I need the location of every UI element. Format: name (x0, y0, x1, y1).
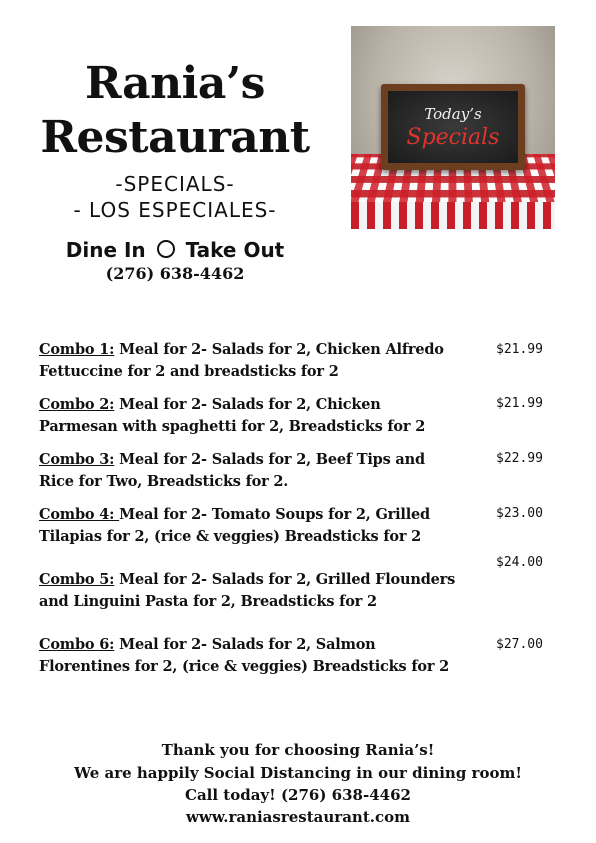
combo-price: $21.99 (496, 396, 543, 411)
combo-name: Combo 3: (39, 451, 115, 468)
chalkboard (381, 84, 525, 170)
combo-desc-line1: Meal for 2- Salads for 2, Beef Tips and (114, 451, 425, 468)
restaurant-name-line1: Rania’s (85, 58, 265, 109)
combo-item (39, 449, 479, 493)
combo-desc-line2: Florentines for 2, (rice & veggies) Breadsticks for 2 (39, 658, 450, 675)
combo-desc-line2: Tilapias for 2, (rice & veggies) Breadsticks for 2 (39, 528, 422, 545)
combo-desc-line1: Meal for 2- Salads for 2, Salmon (114, 636, 376, 653)
footer-call: Call today! (276) 638-4462 (185, 786, 411, 804)
chalk-today-text: Today’s (424, 105, 482, 123)
combo-name: Combo 4: (39, 506, 120, 523)
chalkboard-slate (388, 91, 518, 163)
combo-name: Combo 2: (39, 396, 115, 413)
combo-desc-line2: Fettuccine for 2 and breadsticks for 2 (39, 363, 339, 380)
phone-number: (276) 638-4462 (105, 264, 245, 283)
combo-desc-line2: and Linguini Pasta for 2, Breadsticks for 2 (39, 593, 377, 610)
combo-price: $27.00 (496, 637, 543, 652)
combo-price: $23.00 (496, 506, 543, 521)
combo-name: Combo 6: (39, 636, 115, 653)
combo-name: Combo 5: (39, 571, 115, 588)
footer-distancing: We are happily Social Distancing in our dining room! (74, 764, 522, 782)
combo-desc-line1: Meal for 2- Salads for 2, Chicken (114, 396, 381, 413)
combo-item (39, 569, 479, 613)
take-out-label: Take Out (185, 238, 285, 262)
todays-specials-image (351, 26, 555, 229)
restaurant-name-line2: Restaurant (40, 112, 310, 163)
specials-heading: -SPECIALS- (115, 172, 235, 196)
tablecloth-front (351, 202, 555, 229)
combo-desc-line2: Rice for Two, Breadsticks for 2. (39, 473, 289, 490)
combo-desc-line1: Meal for 2- Salads for 2, Grilled Flounders (114, 571, 456, 588)
combo-item (39, 504, 479, 548)
combo-item (39, 339, 479, 383)
combo-name: Combo 1: (39, 341, 115, 358)
combo-desc-line2: Parmesan with spaghetti for 2, Breadsticks for 2 (39, 418, 426, 435)
footer-website[interactable]: www.raniasrestaurant.com (186, 808, 410, 826)
footer-thanks: Thank you for choosing Rania’s! (161, 741, 435, 759)
combo-price: $24.00 (496, 555, 543, 570)
combo-price: $21.99 (496, 342, 543, 357)
combo-item (39, 634, 479, 678)
circle-icon (157, 240, 175, 258)
combo-desc-line1: Meal for 2- Salads for 2, Chicken Alfredo (114, 341, 444, 358)
dine-options (30, 238, 320, 262)
combo-desc-line1: Meal for 2- Tomato Soups for 2, Grilled (119, 506, 430, 523)
combo-price: $22.99 (496, 451, 543, 466)
especiales-heading: - LOS ESPECIALES- (73, 198, 277, 222)
dine-in-label: Dine In (65, 238, 146, 262)
combo-item (39, 394, 479, 438)
chalk-specials-text: Specials (406, 125, 500, 150)
